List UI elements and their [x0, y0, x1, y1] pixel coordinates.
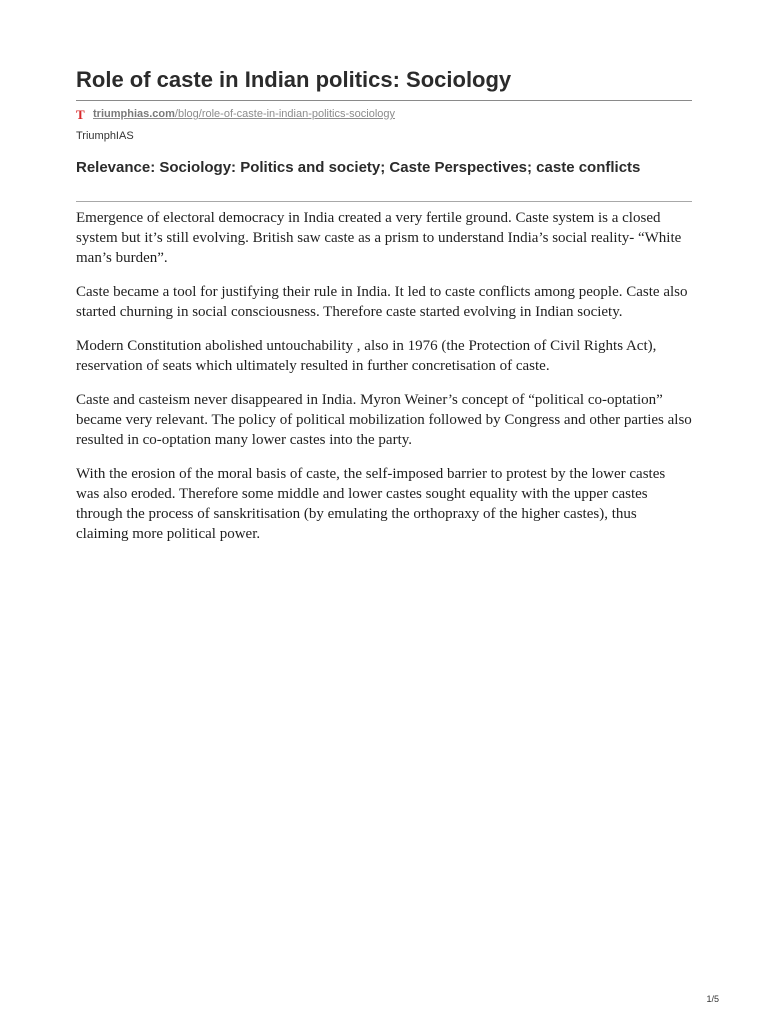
source-line: [76, 106, 692, 122]
paragraph-5: With the erosion of the moral basis of caste, the self-imposed barrier to protest by the lower castes was also eroded. Therefore some middle and lower castes sought equality with the upper castes through the process of sanskritisation (by emulating the orthopraxy of the higher castes), thus claiming more political power.: [76, 466, 666, 542]
source-link[interactable]: [93, 108, 395, 120]
article-body: [76, 208, 692, 558]
page-number: 1/5: [706, 994, 719, 1004]
source-path: /blog/role-of-caste-in-indian-politics-sociology: [174, 108, 396, 120]
author-name: TriumphIAS: [76, 130, 134, 142]
paragraph-1: Emergence of electoral democracy in India created a very fertile ground. Caste system is a closed system but it’s still evolving. British saw caste as a prism to understand India’s social reality- “White man’s burden”.: [76, 210, 682, 266]
source-domain: triumphias.com: [93, 108, 175, 120]
title-divider: [76, 100, 692, 101]
paragraph-3: Modern Constitution abolished untouchability , also in 1976 (the Protection of Civil Rights Act), reservation of seats which ultimately resulted in further concretisation of caste.: [76, 338, 657, 374]
paragraph-2: Caste became a tool for justifying their rule in India. It led to caste conflicts among people. Caste also started churning in social consciousness. Therefore caste started evolving in Indian society.: [76, 284, 688, 320]
relevance-heading: Relevance: Sociology: Politics and society; Caste Perspectives; caste conflicts: [76, 159, 641, 176]
site-favicon-icon: T: [76, 107, 85, 122]
page-title: Role of caste in Indian politics: Sociology: [76, 67, 512, 92]
paragraph-4: Caste and casteism never disappeared in India. Myron Weiner’s concept of “political co-optation” became very relevant. The policy of political mobilization followed by Congress and other parties also resulted in co-optation many lower castes into the party.: [76, 392, 692, 448]
heading-divider: [76, 201, 692, 202]
